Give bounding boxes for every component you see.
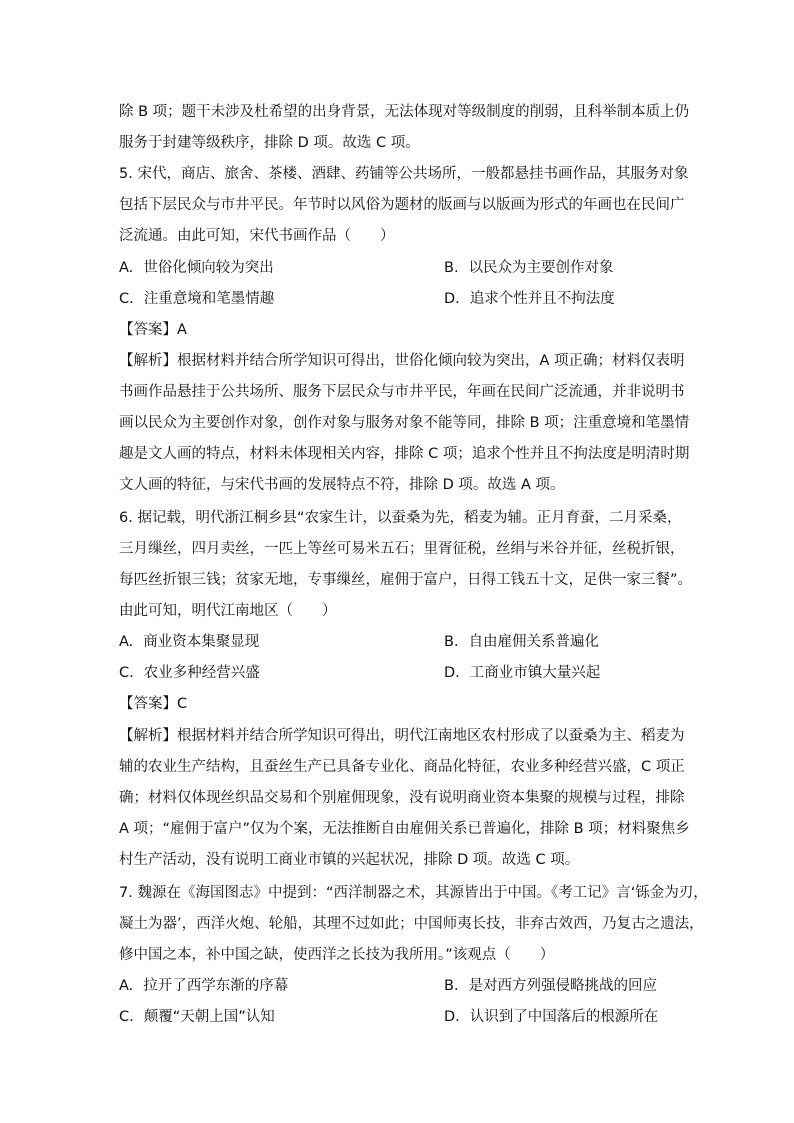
q6-option-d: D. 工商业市镇大量兴起 bbox=[444, 665, 601, 681]
q5-option-b: B. 以民众为主要创作对象 bbox=[444, 260, 614, 276]
q7-option-a: A. 拉开了西学东渐的序幕 bbox=[119, 978, 289, 994]
q5-stem-line: 5. 宋代，商店、旅舍、茶楼、酒肆、药铺等公共场所，一般都悬挂书画作品，其服务对象 bbox=[119, 166, 689, 182]
q7-option-d: D. 认识到了中国落后的根源所在 bbox=[444, 1009, 659, 1025]
q5-stem-line: 包括下层民众与市井平民。年节时以风俗为题材的版画与以版画为形式的年画也在民间广 bbox=[119, 197, 685, 213]
q5-analysis-line: 趣是文人画的特点，材料未体现相关内容，排除 C 项；追求个性并且不拘法度是明清时期 bbox=[119, 446, 690, 462]
q6-analysis-line: 村生产活动，没有说明工商业市镇的兴起状况，排除 D 项。故选 C 项。 bbox=[119, 852, 580, 868]
q6-analysis-line: A 项；“雇佣于富户”仅为个案，无法推断自由雇佣关系已普遍化，排除 B 项；材料聚焦乡 bbox=[119, 821, 690, 837]
q5-analysis-line: 【解析】根据材料并结合所学知识可得出，世俗化倾向较为突出，A 项正确；材料仅表明 bbox=[119, 353, 685, 369]
q5-option-a: A. 世俗化倾向较为突出 bbox=[119, 260, 274, 276]
q6-analysis-line: 确；材料仅体现丝织品交易和个别雇佣现象，没有说明商业资本集聚的规模与过程，排除 bbox=[119, 790, 685, 806]
q6-stem-line: 每匹丝折银三钱；贫家无地，专事缫丝，雇佣于富户，日得工钱五十文，足供一家三餐”。 bbox=[119, 572, 693, 588]
q7-stem-line: 修中国之本，补中国之缺，使西洋之长技为我所用。”该观点（ ） bbox=[119, 947, 555, 963]
q5-stem-line: 泛流通。由此可知，宋代书画作品（ ） bbox=[119, 228, 395, 244]
q7-stem-line: 7. 魏源在《海国图志》中提到：“西洋制器之术，其源皆出于中国。《考工记》言‘铄金为刃， bbox=[119, 885, 708, 901]
q6-stem-line: 由此可知，明代江南地区（ ） bbox=[119, 603, 337, 619]
q6-stem-line: 6. 据记载，明代浙江桐乡县“农家生计，以蚕桑为先，稻麦为辅。正月育蚕，二月采桑， bbox=[119, 510, 682, 526]
q4-analysis-line: 服务于封建等级秩序，排除 D 项。故选 C 项。 bbox=[119, 135, 420, 151]
q6-option-c: C. 农业多种经营兴盛 bbox=[119, 665, 260, 681]
q6-option-b: B. 自由雇佣关系普遍化 bbox=[444, 634, 600, 650]
q7-stem-line: 凝土为器’，西洋火炮、轮船，其理不过如此；中国师夷长技，非弃古效西，乃复古之遗法， bbox=[119, 916, 704, 932]
q7-option-b: B. 是对西方列强侵略挑战的回应 bbox=[444, 978, 658, 994]
q5-analysis-line: 文人画的特征，与宋代书画的发展特点不符，排除 D 项。故选 A 项。 bbox=[119, 477, 565, 493]
q5-option-d: D. 追求个性并且不拘法度 bbox=[444, 291, 615, 307]
q5-analysis-line: 画以民众为主要创作对象，创作对象与服务对象不能等同，排除 B 项；注重意境和笔墨情 bbox=[119, 415, 690, 431]
q6-stem-line: 三月缫丝，四月卖丝，一匹上等丝可易米五石；里胥征税，丝绢与米谷并征，丝税折银， bbox=[119, 541, 685, 557]
q6-answer: 【答案】C bbox=[119, 696, 188, 712]
q5-option-c: C. 注重意境和笔墨情趣 bbox=[119, 291, 275, 307]
q4-analysis-line: 除 B 项；题干未涉及杜希望的出身背景，无法体现对等级制度的削弱，且科举制本质上仍 bbox=[119, 104, 690, 120]
q5-answer: 【答案】A bbox=[119, 322, 187, 338]
q6-analysis-line: 辅的农业生产结构，且蚕丝生产已具备专业化、商品化特征，农业多种经营兴盛，C 项正 bbox=[119, 759, 685, 775]
q6-option-a: A. 商业资本集聚显现 bbox=[119, 634, 260, 650]
q5-analysis-line: 书画作品悬挂于公共场所、服务下层民众与市井平民，年画在民间广泛流通，并非说明书 bbox=[119, 384, 685, 400]
q6-analysis-line: 【解析】根据材料并结合所学知识可得出，明代江南地区农村形成了以蚕桑为主、稻麦为 bbox=[119, 728, 685, 744]
q7-option-c: C. 颠覆“天朝上国”认知 bbox=[119, 1009, 275, 1025]
